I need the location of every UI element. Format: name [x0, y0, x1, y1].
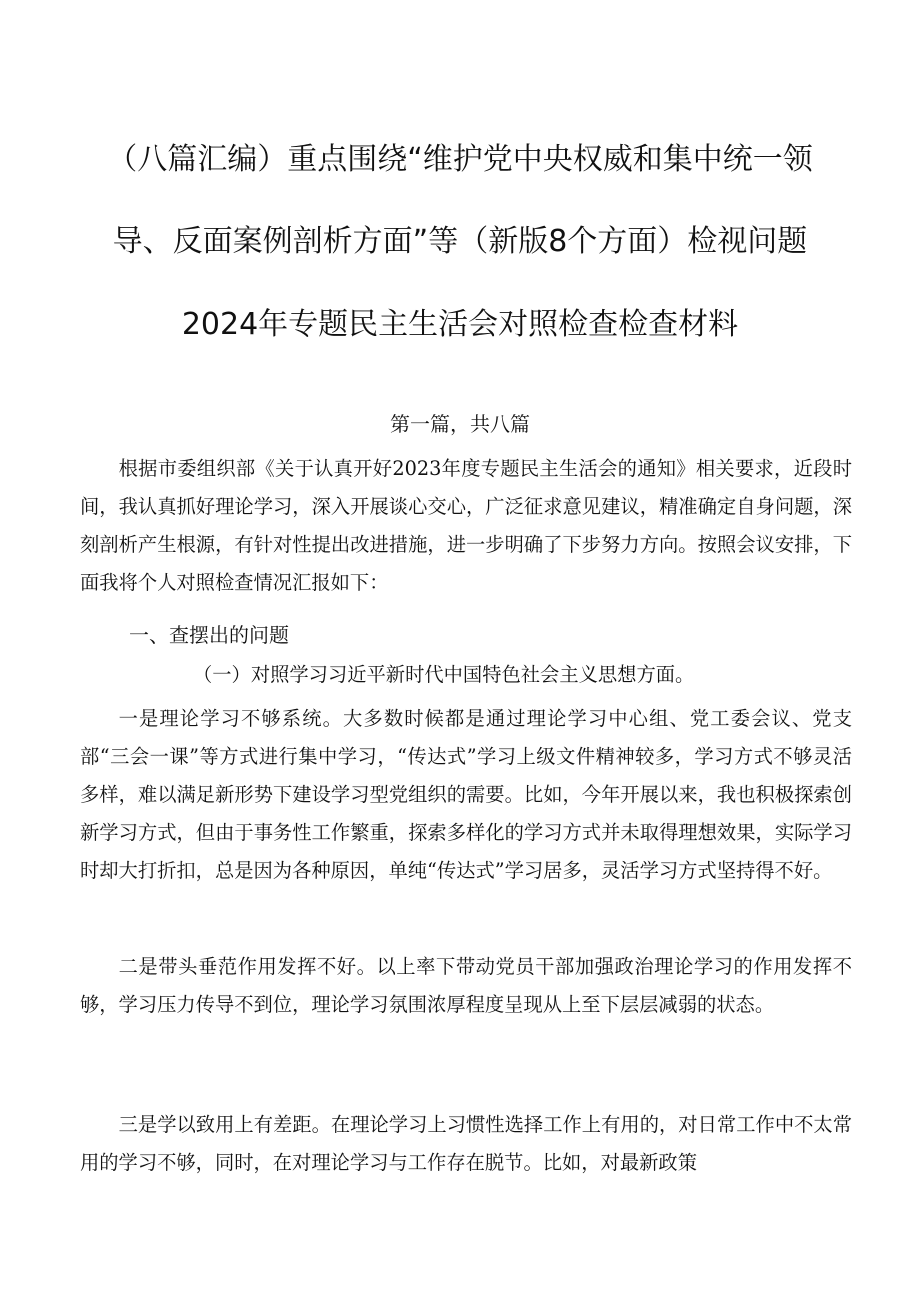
problem-paragraph-block-3 [80, 1106, 852, 1182]
problem-paragraph-2: 二是带头垂范作用发挥不好。以上率下带动党员干部加强政治理论学习的作用发挥不够，学习压力传导不到位，理论学习氛围浓厚程度呈现从上至下层层减弱的状态。 [80, 955, 852, 1016]
problem-paragraph-block-2 [80, 948, 852, 1024]
intro-paragraph-block [80, 450, 852, 602]
document-title-line-2: 导、反面案例剖析方面”等（新版8个方面）检视问题 [112, 224, 808, 259]
document-subtitle: 第一篇，共八篇 [390, 412, 530, 436]
problem-paragraph-3: 三是学以致用上有差距。在理论学习上习惯性选择工作上有用的，对日常工作中不太常用的学习不够，同时，在对理论学习与工作存在脱节。比如，对最新政策 [80, 1113, 852, 1174]
intro-paragraph: 根据市委组织部《关于认真开好2023年度专题民主生活会的通知》相关要求，近段时间，我认真抓好理论学习，深入开展谈心交心，广泛征求意见建议，精准确定自身问题，深刻剖析产生根源，有针对性提出改进措施，进一步明确了下步努力方向。按照会议安排，下面我将个人对照检查情况汇报如下： [80, 457, 852, 594]
section-heading: 一、查摆出的问题 [129, 623, 289, 647]
subsection-heading: （一）对照学习习近平新时代中国特色社会主义思想方面。 [193, 663, 695, 686]
document-title-line-3: 2024年专题民主生活会对照检查检查材料 [181, 307, 739, 342]
problem-paragraph-1: 一是理论学习不够系统。大多数时候都是通过理论学习中心组、党工委会议、党支部“三会一课”等方式进行集中学习，“传达式”学习上级文件精神较多，学习方式不够灵活多样，难以满足新形势下建设学习型党组织的需要。比如，今年开展以来，我也积极探索创新学习方式，但由于事务性工作繁重，探索多样化的学习方式并未取得理想效果，实际学习时却大打折扣，总是因为各种原因，单纯“传达式”学习居多，灵活学习方式坚持得不好。 [80, 707, 852, 882]
problem-paragraph-block-1 [80, 700, 852, 890]
document-title-line-1: （八篇汇编）重点围绕“维护党中央权威和集中统一领 [107, 142, 813, 177]
